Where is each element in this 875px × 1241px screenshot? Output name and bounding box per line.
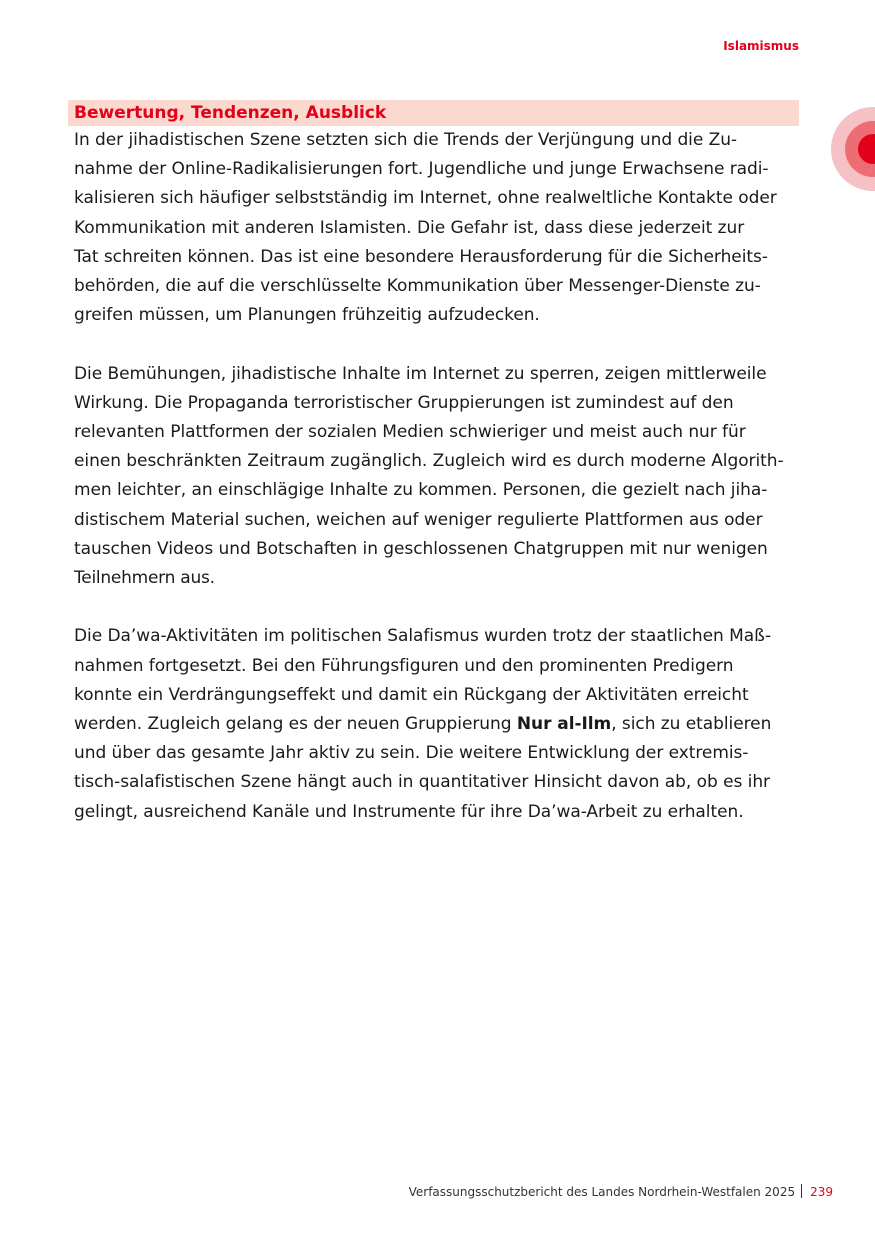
text-line: Wirkung. Die Propaganda terroristischer Gruppierungen ist zumindest auf den	[74, 392, 734, 413]
page-number: 239	[810, 1185, 833, 1199]
text-line: Die Bemühungen, jihadistische Inhalte im Internet zu sperren, zeigen mittlerweile	[74, 363, 767, 384]
text-run: , sich zu etablieren	[611, 714, 772, 735]
text-line: men leichter, an einschlägige Inhalte zu kommen. Personen, die gezielt nach jiha-	[74, 480, 768, 501]
text-line: relevanten Plattformen der sozialen Medien schwieriger und meist auch nur für	[74, 422, 746, 443]
text-line: behörden, die auf die verschlüsselte Kommunikation über Messenger-Dienste zu-	[74, 276, 761, 297]
page-footer	[409, 1184, 833, 1199]
text-line: tisch-salafistischen Szene hängt auch in quantitativer Hinsicht davon ab, ob es ihr	[74, 772, 770, 793]
running-header-section: Islamismus	[723, 39, 799, 53]
text-line: nahme der Online-Radikalisierungen fort. Jugendliche und junge Erwachsene radi-	[74, 159, 769, 180]
text-line: kalisieren sich häufiger selbstständig im Internet, ohne realweltliche Kontakte oder	[74, 188, 777, 209]
text-line: Tat schreiten können. Das ist eine besondere Herausforderung für die Sicherheits-	[74, 246, 768, 267]
body-text	[74, 126, 804, 856]
text-line: gelingt, ausreichend Kanäle und Instrumente für ihre Da’wa-Arbeit zu erhalten.	[74, 801, 744, 822]
paragraph-1	[74, 126, 804, 330]
group-name-bold: Nur al-Ilm	[516, 714, 612, 735]
text-line: Teilnehmern aus.	[74, 568, 215, 589]
text-line	[74, 710, 804, 739]
text-line: In der jihadistischen Szene setzten sich die Trends der Verjüngung und die Zu-	[74, 130, 738, 150]
text-line: konnte ein Verdrängungseffekt und damit ein Rückgang der Aktivitäten erreicht	[74, 684, 749, 705]
text-line: greifen müssen, um Planungen frühzeitig aufzudecken.	[74, 305, 540, 326]
chapter-marker-icon	[831, 107, 875, 191]
text-line: tauschen Videos und Botschaften in geschlossenen Chatgruppen mit nur wenigen	[74, 538, 768, 559]
footer-divider	[801, 1184, 802, 1198]
text-line: Die Da’wa-Aktivitäten im politischen Salafismus wurden trotz der staatlichen Maß-	[74, 626, 772, 647]
paragraph-2	[74, 360, 804, 594]
text-line: nahmen fortgesetzt. Bei den Führungsfiguren und den prominenten Predigern	[74, 655, 734, 676]
section-heading: Bewertung, Tendenzen, Ausblick	[68, 100, 799, 126]
text-line: und über das gesamte Jahr aktiv zu sein. Die weitere Entwicklung der extremis-	[74, 743, 749, 764]
footer-publication: Verfassungsschutzbericht des Landes Nordrhein-Westfalen 2025	[408, 1185, 796, 1199]
text-run: werden. Zugleich gelang es der neuen Gruppierung	[74, 714, 517, 735]
text-line: einen beschränkten Zeitraum zugänglich. Zugleich wird es durch moderne Algorith-	[74, 451, 784, 472]
text-line: Kommunikation mit anderen Islamisten. Die Gefahr ist, dass diese jederzeit zur	[74, 217, 745, 238]
paragraph-3	[74, 622, 804, 826]
text-line: distischem Material suchen, weichen auf weniger regulierte Plattformen aus oder	[74, 509, 763, 530]
